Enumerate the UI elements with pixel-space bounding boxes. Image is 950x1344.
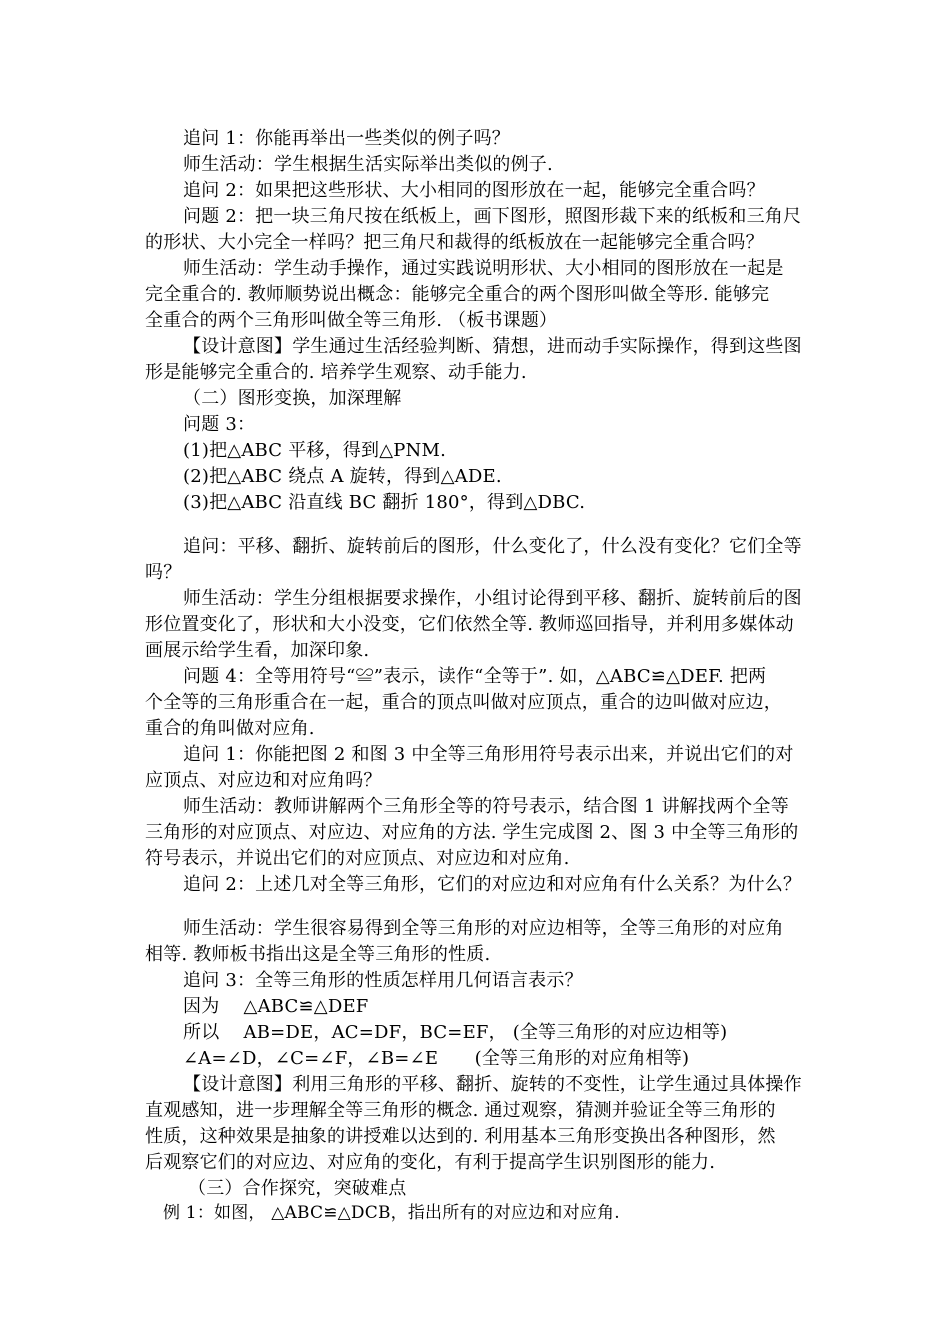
text-line: 追问 1：你能把图 2 和图 3 中全等三角形用符号表示出来，并说出它们的对 [183,744,794,765]
text-line: 【设计意图】利用三角形的平移、翻折、旋转的不变性，让学生通过具体操作 [183,1074,802,1095]
section-heading: （三）合作探究，突破难点 [188,1178,407,1199]
text-line: 因为 △ABC≌△DEF [183,996,369,1017]
text-line: 形是能够完全重合的. 培养学生观察、动手能力. [145,362,527,383]
text-line: 师生活动：学生很容易得到全等三角形的对应边相等，全等三角形的对应角 [183,918,784,939]
text-line: 符号表示，并说出它们的对应顶点、对应边和对应角. [145,848,570,869]
text-line: 的形状、大小完全一样吗？把三角尺和裁得的纸板放在一起能够完全重合吗？ [145,232,764,253]
text-line: 【设计意图】学生通过生活经验判断、猜想，进而动手实际操作，得到这些图 [183,336,802,357]
text-line: (3)把△ABC 沿直线 BC 翻折 180°，得到△DBC. [183,492,586,513]
text-line: 直观感知，进一步理解全等三角形的概念. 通过观察，猜测并验证全等三角形的 [145,1100,776,1121]
text-line: 师生活动：学生动手操作，通过实践说明形状、大小相同的图形放在一起是 [183,258,784,279]
text-line: 问题 3： [183,414,256,435]
section-heading: （二）图形变换，加深理解 [183,388,402,409]
text-line: 追问 2：如果把这些形状、大小相同的图形放在一起，能够完全重合吗？ [183,180,765,201]
text-line: 追问 1：你能再举出一些类似的例子吗？ [183,128,510,149]
text-line: 画展示给学生看，加深印象. [145,640,370,661]
text-line: 应顶点、对应边和对应角吗？ [145,770,382,791]
text-line: 问题 4：全等用符号“≌”表示，读作“全等于”. 如，△ABC≌△DEF. 把两 [183,666,767,687]
text-line: 全重合的两个三角形叫做全等三角形. （板书课题） [145,310,558,331]
text-line: 问题 2：把一块三角尺按在纸板上，画下图形，照图形裁下来的纸板和三角尺 [183,206,802,227]
text-line: 三角形的对应顶点、对应边、对应角的方法. 学生完成图 2、图 3 中全等三角形的 [145,822,799,843]
text-line: 追问：平移、翻折、旋转前后的图形，什么变化了，什么没有变化？它们全等 [183,536,802,557]
text-line: 所以 AB=DE，AC=DF，BC=EF， (全等三角形的对应边相等) [183,1022,728,1043]
example-line: 例 1：如图， △ABC≌△DCB，指出所有的对应边和对应角. [163,1203,620,1223]
text-line: 师生活动：教师讲解两个三角形全等的符号表示，结合图 1 讲解找两个全等 [183,796,789,817]
text-line: 师生活动：学生分组根据要求操作，小组讨论得到平移、翻折、旋转前后的图 [183,588,802,609]
text-line: ∠A=∠D，∠C=∠F，∠B=∠E (全等三角形的对应角相等) [183,1048,690,1069]
text-line: 后观察它们的对应边、对应角的变化，有利于提高学生识别图形的能力. [145,1152,716,1173]
text-line: (1)把△ABC 平移，得到△PNM. [183,440,447,461]
text-line: 性质，这种效果是抽象的讲授难以达到的. 利用基本三角形变换出各种图形，然 [145,1126,776,1147]
text-line: 个全等的三角形重合在一起，重合的顶点叫做对应顶点，重合的边叫做对应边， [145,692,782,713]
text-line: 追问 3：全等三角形的性质怎样用几何语言表示？ [183,970,583,991]
text-line: 吗？ [145,562,182,583]
text-line: 重合的角叫做对应角. [145,718,315,739]
text-line: 形位置变化了，形状和大小没变，它们依然全等. 教师巡回指导，并利用多媒体动 [145,614,794,635]
text-line: 追问 2：上述几对全等三角形，它们的对应边和对应角有什么关系？为什么？ [183,874,802,895]
text-line: 师生活动：学生根据生活实际举出类似的例子. [183,154,553,175]
text-line: 相等. 教师板书指出这是全等三角形的性质. [145,944,491,965]
text-line: (2)把△ABC 绕点 A 旋转，得到△ADE. [183,466,502,487]
text-line: 完全重合的. 教师顺势说出概念：能够完全重合的两个图形叫做全等形. 能够完 [145,284,770,305]
